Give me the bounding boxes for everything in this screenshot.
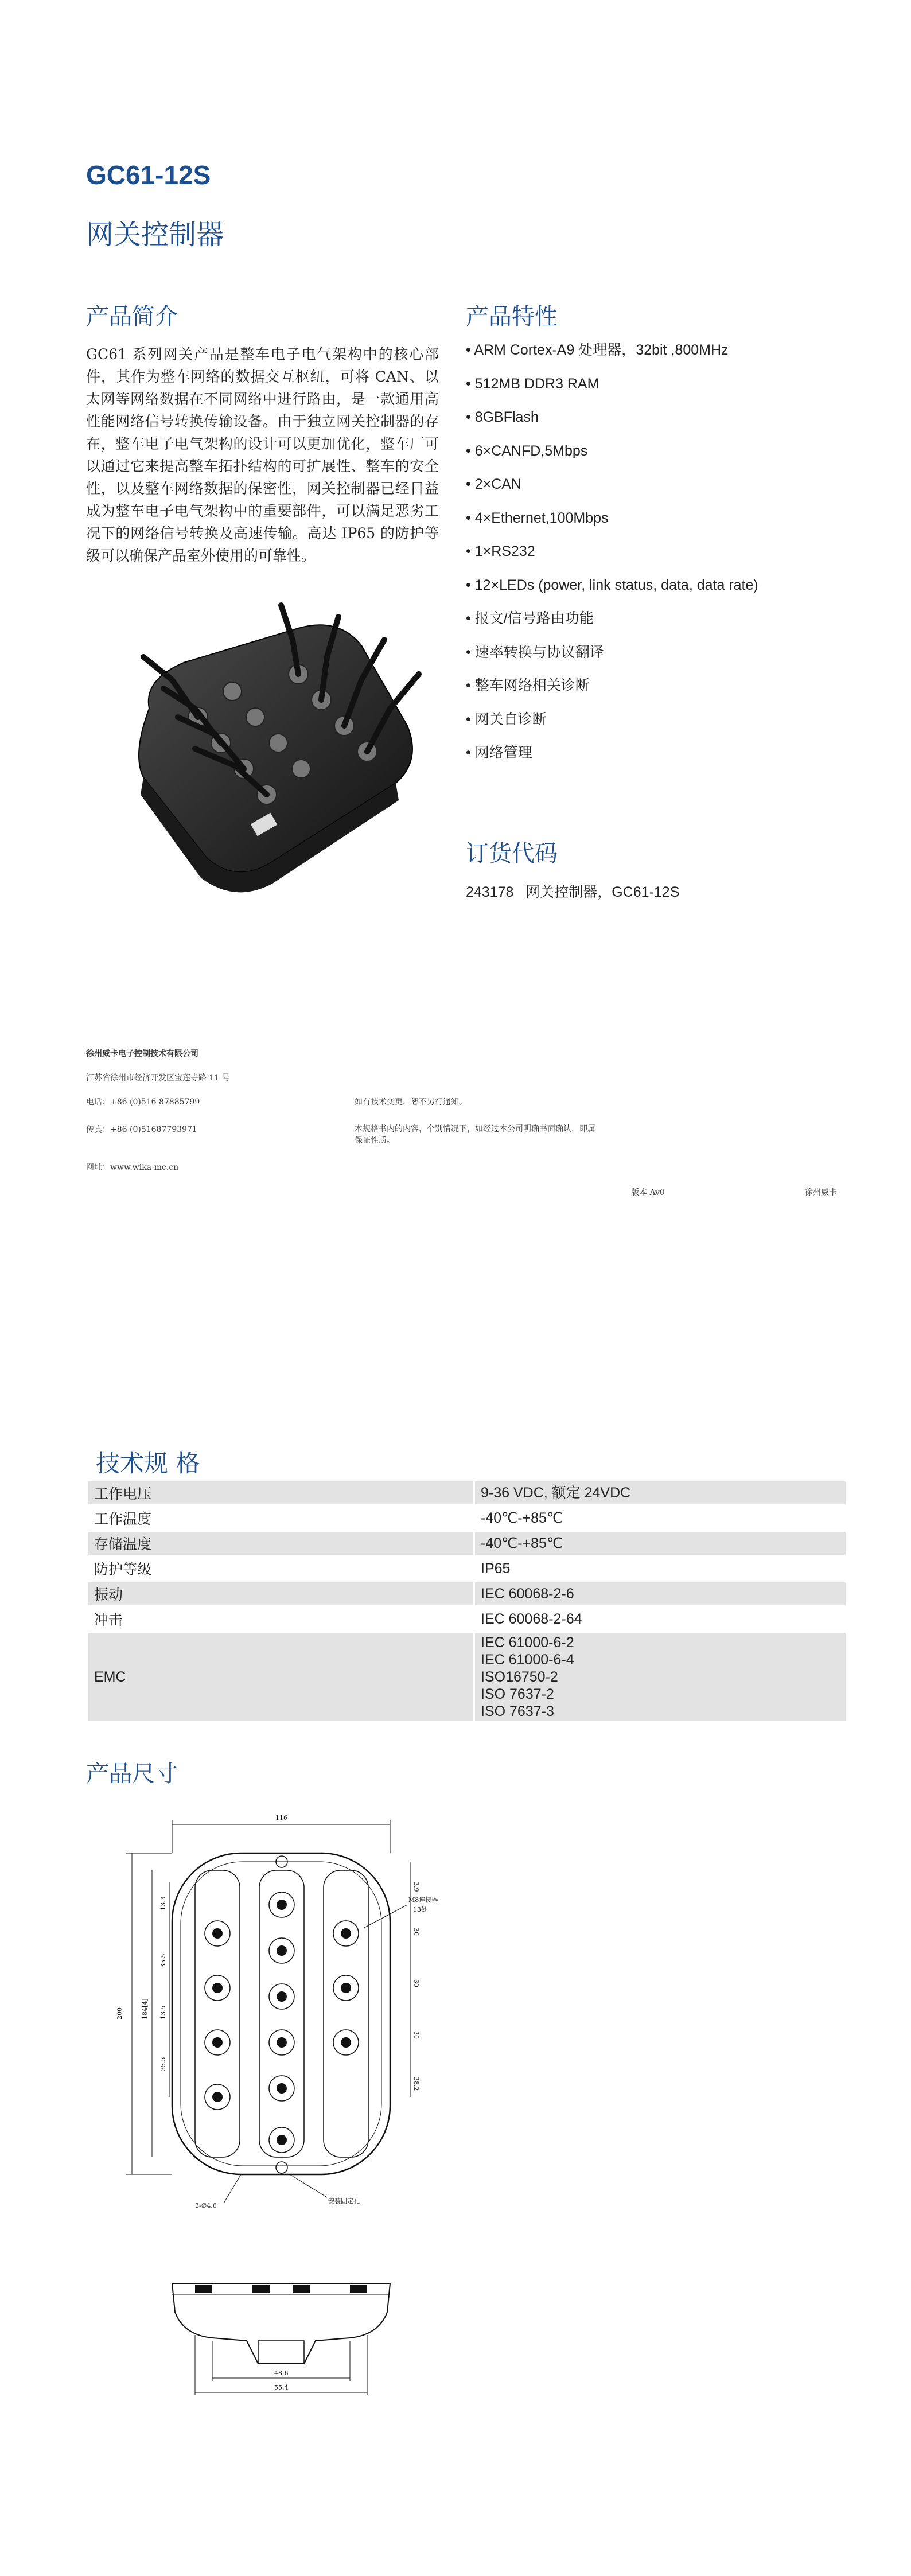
dim-d3: 13.5 <box>159 2005 167 2019</box>
feature-item: • 报文/信号路由功能 <box>466 610 867 644</box>
dimensions-heading: 产品尺寸 <box>86 1761 178 1787</box>
spec-value: IEC 60068-2-6 <box>475 1582 846 1605</box>
features-heading: 产品特性 <box>466 303 558 330</box>
hole-note: 安装固定孔 <box>328 2197 360 2205</box>
specs-table <box>86 1479 848 1723</box>
connector-count: 13处 <box>413 1906 427 1913</box>
dim-inner: 184[4] <box>141 1998 149 2019</box>
dimension-drawing-side <box>161 2272 402 2410</box>
spec-key: 防护等级 <box>88 1557 473 1580</box>
feature-item: • 网关自诊断 <box>466 711 867 745</box>
dim-d4: 35.5 <box>159 2057 167 2071</box>
dim-r4: 30 <box>412 2031 420 2039</box>
specs-heading: 技术规 格 <box>96 1449 200 1477</box>
company-website[interactable]: 网址：www.wika-mc.cn <box>86 1163 179 1172</box>
company-address: 江苏省徐州市经济开发区宝莲寺路 11 号 <box>86 1073 230 1083</box>
product-photo <box>109 594 430 904</box>
connector-note: M8连接器 <box>408 1896 438 1904</box>
spec-value: -40℃-+85℃ <box>475 1507 846 1530</box>
dim-height: 200 <box>116 2007 123 2019</box>
spec-value: IEC 61000-6-2 IEC 61000-6-4 ISO16750-2 ISO 7637-2 ISO 7637-3 <box>475 1633 846 1721</box>
version-label: 版本 Av0 <box>631 1188 665 1197</box>
product-subtitle: 网关控制器 <box>86 219 224 251</box>
dim-r3: 30 <box>412 1979 420 1987</box>
feature-item: • 512MB DDR3 RAM <box>466 376 867 410</box>
order-heading: 订货代码 <box>466 840 558 867</box>
feature-item: • 1×RS232 <box>466 543 867 577</box>
product-title: GC61-12S <box>86 160 211 190</box>
feature-item: • 2×CAN <box>466 476 867 510</box>
company-fax: 传真：+86 (0)5168779​3971 <box>86 1125 197 1134</box>
dim-side-w1: 48.6 <box>274 2369 289 2377</box>
table-row <box>88 1507 846 1530</box>
table-row <box>88 1582 846 1605</box>
dim-r2: 30 <box>412 1928 420 1936</box>
spec-value: IP65 <box>475 1557 846 1580</box>
spec-value: IEC 60068-2-64 <box>475 1608 846 1631</box>
table-row <box>88 1608 846 1631</box>
spec-value: 9-36 VDC, 额定 24VDC <box>475 1481 846 1504</box>
dim-width: 116 <box>275 1814 287 1822</box>
dim-r1: 3.9 <box>412 1882 420 1892</box>
order-code: 243178 网关控制器，GC61-12S <box>466 884 680 900</box>
spec-value: -40℃-+85℃ <box>475 1532 846 1555</box>
feature-item: • 12×LEDs (power, link status, data, data rate) <box>466 577 867 611</box>
feature-item: • 速率转换与协议翻译 <box>466 644 867 678</box>
feature-item: • 整车网络相关诊断 <box>466 678 867 711</box>
table-row <box>88 1481 846 1504</box>
feature-item: • 4×Ethernet,100Mbps <box>466 510 867 544</box>
table-row <box>88 1557 846 1580</box>
company-phone: 电话：+86 (0)516 87885799 <box>86 1098 200 1107</box>
feature-item: • 网络管理 <box>466 745 867 779</box>
dim-d2: 35.5 <box>159 1954 167 1968</box>
table-row <box>88 1633 846 1721</box>
features-list <box>466 342 867 779</box>
spec-key: 振动 <box>88 1582 473 1605</box>
feature-item: • 6×CANFD,5Mbps <box>466 443 867 477</box>
spec-key: 工作电压 <box>88 1481 473 1504</box>
dim-d1: 13.3 <box>159 1896 167 1910</box>
spec-key: 工作温度 <box>88 1507 473 1530</box>
feature-item: • ARM Cortex-A9 处理器，32bit ,800MHz <box>466 342 867 376</box>
mount-note: 3-∅4.6 <box>195 2202 217 2209</box>
brand-label: 徐州威卡 <box>805 1188 837 1197</box>
dim-side-w2: 55.4 <box>274 2384 289 2391</box>
spec-key: EMC <box>88 1633 473 1721</box>
spec-key: 存储温度 <box>88 1532 473 1555</box>
change-notice: 如有技术变更，恕不另行通知。 <box>355 1098 467 1107</box>
spec-key: 冲击 <box>88 1608 473 1631</box>
intro-text: GC61 系列网关产品是整车电子电气架构中的核心部件，其作为整车网络的数据交互枢纽，可将 CAN、以太网等网络数据在不同网络中进行路由，是一款通用高性能网络信号转换传输设备。由于独立网关控制器的存在，整车电子电气架构的设计可以更加优化，整车厂可以通过它来提高整车拓扑结构的可扩展性、整车的安全性，以及整车网络数据的保密性，网关控制器已经日益成为整车电子电气架构中的重要部件，可以满足恶劣工况下的网络信号转换及高速传输。高达 IP65 的防护等级可以确保产品室外使用的可靠性。 <box>86 346 439 564</box>
warranty-notice: 本规格书内的内容，个别情况下，如经过本公司明确书面确认，即属保证性质。 <box>355 1124 595 1145</box>
dimension-drawing-top <box>109 1807 447 2209</box>
dim-r5: 38.2 <box>412 2077 420 2091</box>
company-name: 徐州威卡电子控制技术有限公司 <box>86 1049 198 1059</box>
feature-item: • 8GBFlash <box>466 409 867 443</box>
intro-heading: 产品简介 <box>86 303 178 330</box>
table-row <box>88 1532 846 1555</box>
